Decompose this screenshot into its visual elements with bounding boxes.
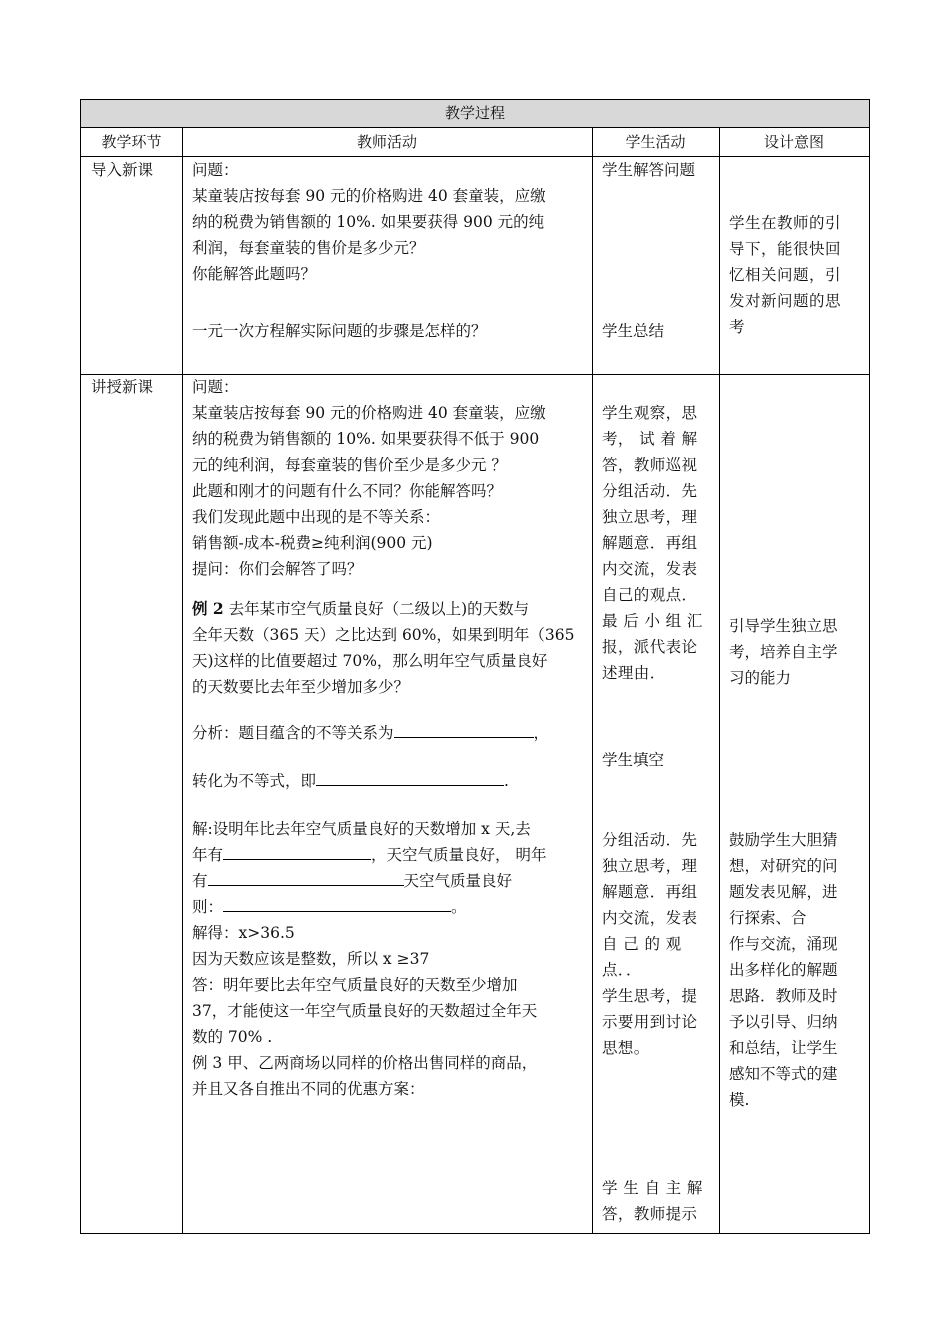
text-line: 纳的税费为销售额的 10%. 如果要获得 900 元的纯 xyxy=(192,213,545,231)
text-line: 独立思考，理 xyxy=(602,857,698,875)
text-line: 纳的税费为销售额的 10%. 如果要获得不低于 900 xyxy=(192,430,540,448)
text-span: . xyxy=(504,772,509,790)
text-line: 想，对研究的问 xyxy=(729,857,838,875)
text-line: 解题意．再组 xyxy=(602,883,698,901)
text-span: 则： xyxy=(192,898,224,916)
text-line: 一元一次方程解实际问题的步骤是怎样的？ xyxy=(192,322,487,340)
text-line: 数的 70% . xyxy=(192,1028,273,1046)
stage-intro: 导入新课 xyxy=(91,161,154,179)
text-line: 元的纯利润，每套童装的售价至少是多少元 ？ xyxy=(192,456,507,474)
text-line: 利润，每套童装的售价是多少元？ xyxy=(192,239,425,257)
example-2-label: 例 2 xyxy=(192,599,224,618)
text-line: 述理由． xyxy=(602,664,666,682)
text-line: 解得：x>36.5 xyxy=(192,924,295,942)
answer-blank[interactable] xyxy=(316,768,504,786)
text-line: 分组活动．先 xyxy=(602,482,698,500)
column-divider xyxy=(182,128,183,1233)
text-span: 分析：题目蕴含的不等关系为 xyxy=(192,724,394,742)
student-activity-block-2 xyxy=(602,827,714,1061)
text-line: 点．． xyxy=(602,961,642,979)
design-intent-intro xyxy=(729,210,864,340)
convert-line xyxy=(192,768,587,794)
design-intent-block-1 xyxy=(729,613,867,691)
text-line: 学生思考，提 xyxy=(602,987,698,1005)
text-span: 去年某市空气质量良好（二级以上)的天数与 xyxy=(223,600,530,618)
text-line: 答：明年要比去年空气质量良好的天数至少增加 xyxy=(192,976,518,994)
column-divider xyxy=(592,128,593,1233)
text-span: ，天空气质量良好， 明年 xyxy=(371,846,547,864)
solution-line-3 xyxy=(192,868,587,894)
text-line: 提问：你们会解答了吗？ xyxy=(192,560,363,578)
text-span: 天空气质量良好 xyxy=(403,872,513,890)
text-line: 全年天数（365 天）之比达到 60%，如果到明年（365 xyxy=(192,626,575,644)
text-line: 最 后 小 组 汇 xyxy=(602,612,703,630)
text-line: 解:设明年比去年空气质量良好的天数增加 x 天,去 xyxy=(192,820,531,838)
text-line: 此题和刚才的问题有什么不同？你能解答吗？ xyxy=(192,482,503,500)
text-span: 年有 xyxy=(192,846,224,864)
text-line: 予以引导、归纳 xyxy=(729,1013,838,1031)
text-line: 天)这样的比值要超过 70%，那么明年空气质量良好 xyxy=(192,652,548,670)
solution-line-4 xyxy=(192,894,587,920)
text-line xyxy=(192,287,587,313)
text-line: 行探索、合 xyxy=(729,909,807,927)
student-activity-intro-a: 学生解答问题 xyxy=(602,161,696,179)
text-line: 学生观察，思 xyxy=(602,404,698,422)
analysis-line xyxy=(192,720,587,746)
text-line: 忆相关问题，引 xyxy=(729,266,842,284)
text-line: 习的能力 xyxy=(729,669,792,687)
teaching-process-table xyxy=(80,99,870,1234)
text-line: 考 xyxy=(729,318,746,336)
text-line: 感知不等式的建 xyxy=(729,1065,838,1083)
text-line: 自己的观点． xyxy=(602,586,698,604)
text-line: 解题意．再组 xyxy=(602,534,698,552)
header-student-activity: 学生活动 xyxy=(625,133,686,151)
answer-blank[interactable] xyxy=(394,720,534,738)
text-line: 和总结，让学生 xyxy=(729,1039,838,1057)
student-activity-block-3 xyxy=(602,1175,714,1227)
text-line: 并且又各自推出不同的优惠方案： xyxy=(192,1080,425,1098)
text-line: 思想。 xyxy=(602,1039,650,1057)
text-line: 模. xyxy=(729,1091,750,1109)
student-activity-intro-b: 学生总结 xyxy=(602,322,665,340)
text-line: 导下，能很快回 xyxy=(729,240,842,258)
text-line: 我们发现此题中出现的是不等关系： xyxy=(192,508,441,526)
example-2-line xyxy=(192,596,587,622)
header-stage: 教学环节 xyxy=(101,133,162,151)
solution-line-2 xyxy=(192,842,587,868)
text-line: 答，教师提示 xyxy=(602,1205,698,1223)
table-title: 教学过程 xyxy=(81,100,869,128)
teacher-activity-new-lesson xyxy=(192,374,587,1102)
text-line: 答，教师巡视 xyxy=(602,456,698,474)
text-span: 转化为不等式，即 xyxy=(192,772,317,790)
student-activity-block-1 xyxy=(602,400,714,686)
text-line: 内交流，发表 xyxy=(602,909,698,927)
design-intent-block-2 xyxy=(729,827,867,1113)
answer-blank[interactable] xyxy=(208,868,404,886)
text-line: 思路．教师及时 xyxy=(729,987,838,1005)
text-line: 题发表见解，进 xyxy=(729,883,838,901)
teacher-activity-intro xyxy=(192,157,587,344)
text-line: 独立思考，理 xyxy=(602,508,698,526)
text-line: 自 己 的 观 xyxy=(602,935,682,953)
text-line: 37，才能使这一年空气质量良好的天数超过全年天 xyxy=(192,1002,538,1020)
text-line: 出多样化的解题 xyxy=(729,961,838,979)
answer-blank[interactable] xyxy=(223,842,371,860)
student-activity-fill: 学生填空 xyxy=(602,751,665,769)
text-span: 有 xyxy=(192,872,208,890)
header-design-intent: 设计意图 xyxy=(763,133,824,151)
text-span: ， xyxy=(533,724,550,742)
text-line: 考，培养自主学 xyxy=(729,643,838,661)
text-line: 因为天数应该是整数，所以 x ≥37 xyxy=(192,950,430,968)
table-header-row xyxy=(81,128,869,157)
text-line: 内交流，发表 xyxy=(602,560,698,578)
text-line: 引导学生独立思 xyxy=(729,617,838,635)
header-teacher-activity: 教师活动 xyxy=(356,133,417,151)
text-line: 作与交流，涌现 xyxy=(729,935,838,953)
text-line: 学 生 自 主 解 xyxy=(602,1179,703,1197)
text-line: 分组活动．先 xyxy=(602,831,698,849)
text-line: 某童装店按每套 90 元的价格购进 40 套童装，应缴 xyxy=(192,404,546,422)
text-line: 问题： xyxy=(192,161,239,179)
stage-new-lesson: 讲授新课 xyxy=(91,378,154,396)
text-line: 考， 试 着 解 xyxy=(602,430,698,448)
text-line: 问题： xyxy=(192,378,239,396)
column-divider xyxy=(719,128,720,1233)
text-line: 报，派代表论 xyxy=(602,638,698,656)
text-line: 鼓励学生大胆猜 xyxy=(729,831,838,849)
answer-blank[interactable] xyxy=(223,894,451,912)
text-line: 你能解答此题吗？ xyxy=(192,265,317,283)
text-line: 发对新问题的思 xyxy=(729,292,842,310)
text-line: 某童装店按每套 90 元的价格购进 40 套童装，应缴 xyxy=(192,187,546,205)
text-span: 。 xyxy=(451,898,467,916)
text-line: 的天数要比去年至少增加多少？ xyxy=(192,678,410,696)
text-line: 销售额-成本-税费≥纯利润(900 元) xyxy=(192,534,433,552)
text-line: 学生在教师的引 xyxy=(729,214,842,232)
text-line: 例 3 甲、乙两商场以同样的价格出售同样的商品， xyxy=(192,1054,538,1072)
text-line: 示要用到讨论 xyxy=(602,1013,698,1031)
